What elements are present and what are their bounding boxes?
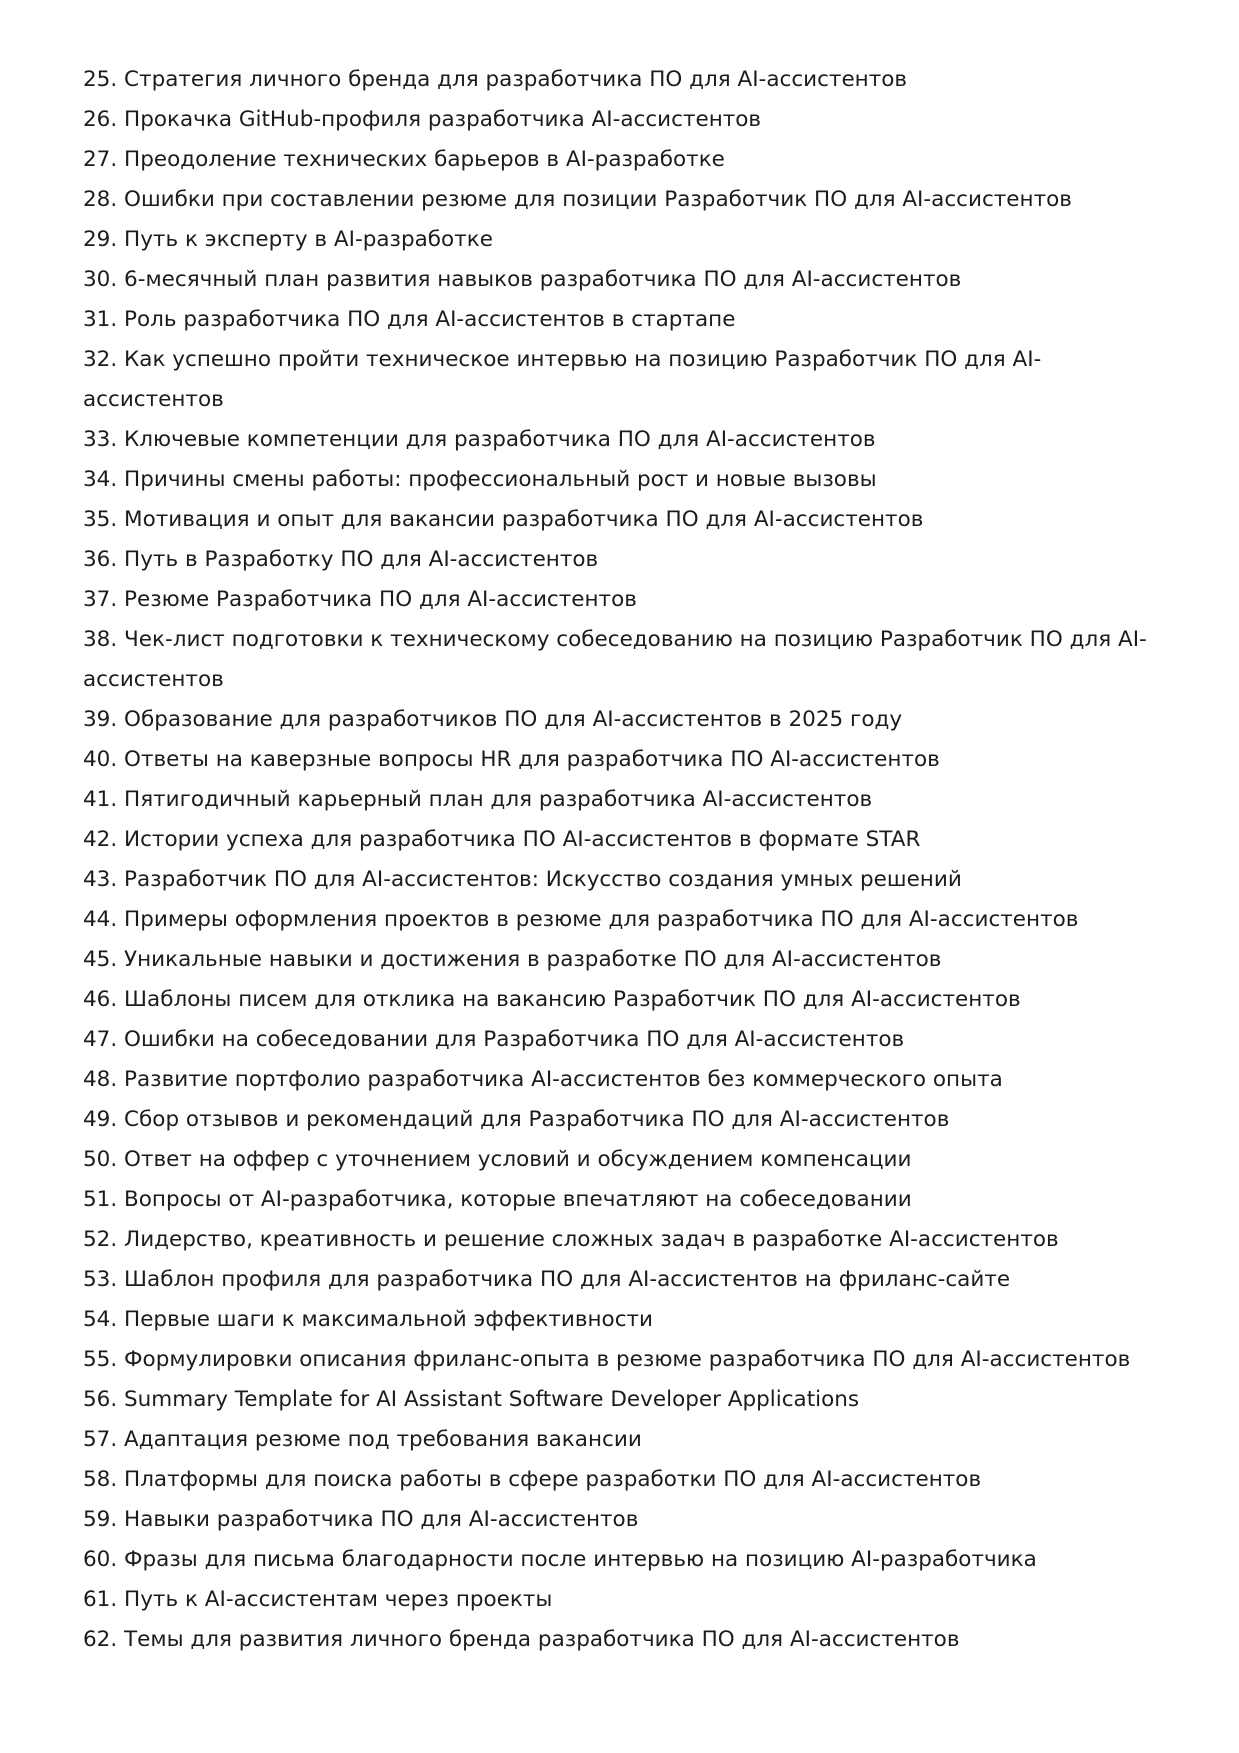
list-item: 35. Мотивация и опыт для вакансии разработчика ПО для AI-ассистентов <box>83 507 924 532</box>
list-item: 51. Вопросы от AI-разработчика, которые впечатляют на собеседовании <box>83 1187 912 1212</box>
list-item: 27. Преодоление технических барьеров в AI-разработке <box>83 147 725 172</box>
list-item: 54. Первые шаги к максимальной эффективности <box>83 1307 654 1332</box>
list-item: 42. Истории успеха для разработчика ПО AI-ассистентов в формате STAR <box>83 827 921 852</box>
list-item: 61. Путь к AI-ассистентам через проекты <box>83 1587 553 1612</box>
list-item: 53. Шаблон профиля для разработчика ПО для AI-ассистентов на фриланс-сайте <box>83 1267 1011 1292</box>
list-item: 55. Формулировки описания фриланс-опыта в резюме разработчика ПО для AI-ассистентов <box>83 1347 1131 1372</box>
list-item: 49. Сбор отзывов и рекомендаций для Разработчика ПО для AI-ассистентов <box>83 1107 950 1132</box>
list-item: 52. Лидерство, креативность и решение сложных задач в разработке AI-ассистентов <box>83 1227 1059 1252</box>
list-item: 56. Summary Template for AI Assistant Software Developer Applications <box>83 1387 860 1412</box>
list-item: 37. Резюме Разработчика ПО для AI-ассистентов <box>83 587 637 612</box>
list-item: 26. Прокачка GitHub-профиля разработчика AI-ассистентов <box>83 107 762 132</box>
list-item: 33. Ключевые компетенции для разработчика ПО для AI-ассистентов <box>83 427 876 452</box>
list-item: 25. Стратегия личного бренда для разработчика ПО для AI-ассистентов <box>83 67 908 92</box>
list-item: 39. Образование для разработчиков ПО для AI-ассистентов в 2025 году <box>83 707 903 732</box>
list-item: 30. 6-месячный план развития навыков разработчика ПО для AI-ассистентов <box>83 267 962 292</box>
list-item: 43. Разработчик ПО для AI-ассистентов: Искусство создания умных решений <box>83 867 962 892</box>
list-item: 48. Развитие портфолио разработчика AI-ассистентов без коммерческого опыта <box>83 1067 1003 1092</box>
list-item: 47. Ошибки на собеседовании для Разработчика ПО для AI-ассистентов <box>83 1027 905 1052</box>
list-item: 62. Темы для развития личного бренда разработчика ПО для AI-ассистентов <box>83 1627 960 1652</box>
list-item: 58. Платформы для поиска работы в сфере разработки ПО для AI-ассистентов <box>83 1467 982 1492</box>
list-item: 46. Шаблоны писем для отклика на вакансию Разработчик ПО для AI-ассистентов <box>83 987 1021 1012</box>
list-item: 29. Путь к эксперту в AI-разработке <box>83 227 493 252</box>
list-item: 32. Как успешно пройти техническое интервью на позицию Разработчик ПО для AI-ассистентов <box>83 347 1042 412</box>
list-item: 44. Примеры оформления проектов в резюме для разработчика ПО для AI-ассистентов <box>83 907 1079 932</box>
list-item: 31. Роль разработчика ПО для AI-ассистентов в стартапе <box>83 307 736 332</box>
list-item: 50. Ответ на оффер с уточнением условий и обсуждением компенсации <box>83 1147 912 1172</box>
list-item: 60. Фразы для письма благодарности после интервью на позицию AI-разработчика <box>83 1547 1037 1572</box>
list-item: 28. Ошибки при составлении резюме для позиции Разработчик ПО для AI-ассистентов <box>83 187 1072 212</box>
list-item: 59. Навыки разработчика ПО для AI-ассистентов <box>83 1507 639 1532</box>
list-item: 45. Уникальные навыки и достижения в разработке ПО для AI-ассистентов <box>83 947 942 972</box>
topic-list <box>83 60 1163 1660</box>
list-item: 40. Ответы на каверзные вопросы HR для разработчика ПО AI-ассистентов <box>83 747 940 772</box>
list-item: 38. Чек-лист подготовки к техническому собеседованию на позицию Разработчик ПО для AI-ассистентов <box>83 627 1147 692</box>
list-item: 41. Пятигодичный карьерный план для разработчика AI-ассистентов <box>83 787 873 812</box>
list-item: 34. Причины смены работы: профессиональный рост и новые вызовы <box>83 467 877 492</box>
list-item: 36. Путь в Разработку ПО для AI-ассистентов <box>83 547 599 572</box>
list-item: 57. Адаптация резюме под требования вакансии <box>83 1427 642 1452</box>
